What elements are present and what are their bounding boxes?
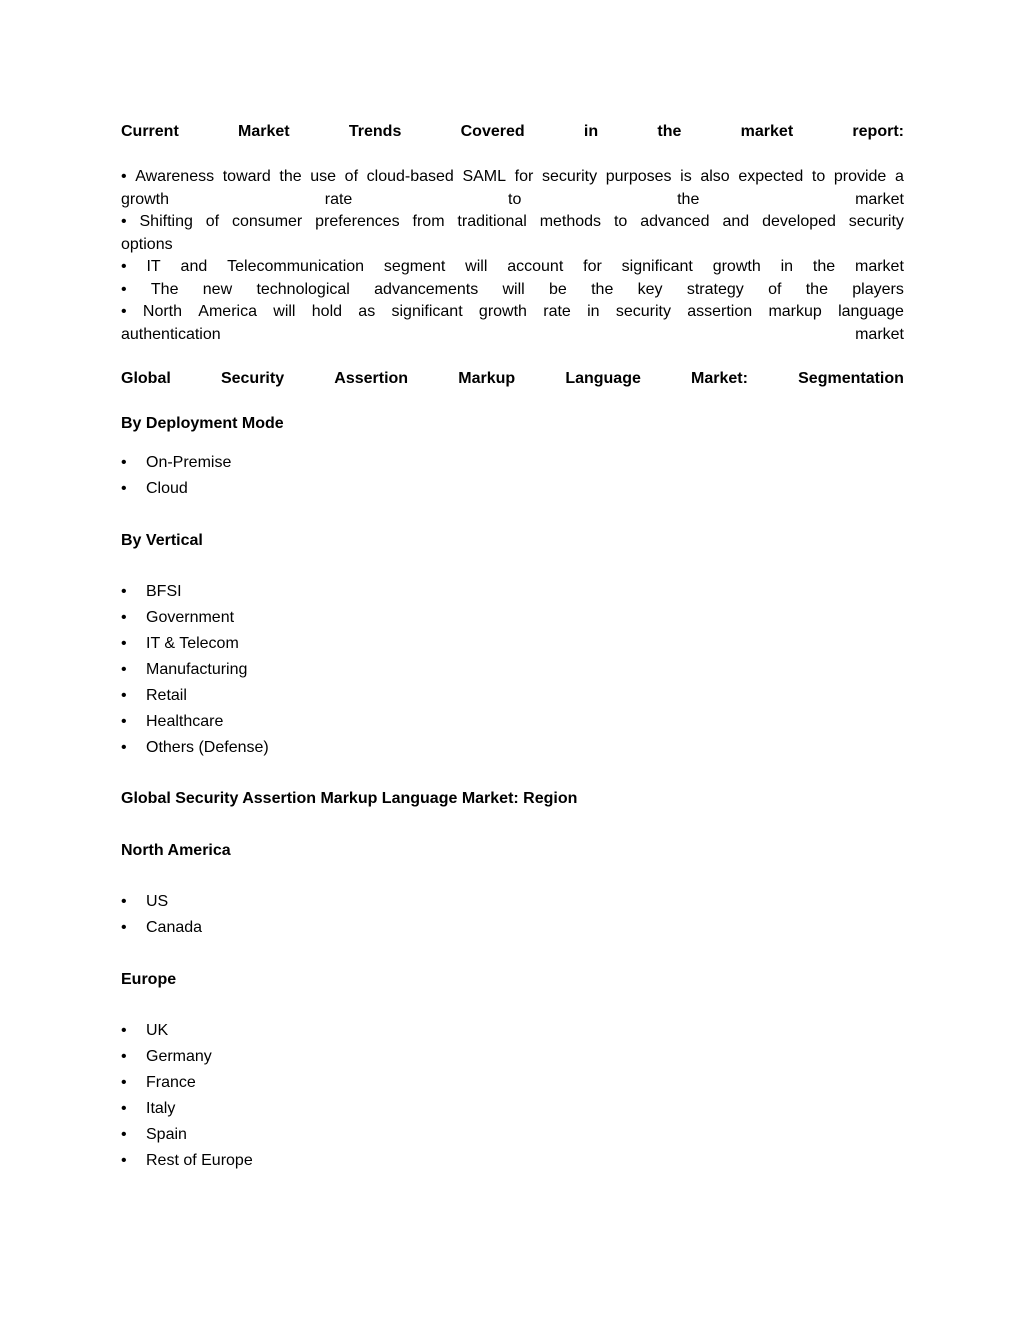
segmentation-heading-word: Language	[565, 370, 641, 387]
vertical-item	[121, 605, 269, 631]
trend-line	[121, 324, 904, 347]
trend-word: assertion	[687, 303, 753, 320]
bullet-icon: •	[121, 687, 127, 704]
deployment-item	[121, 476, 231, 502]
trend-word: SAML	[462, 168, 507, 185]
vertical-item	[121, 631, 269, 657]
trend-word: the	[677, 190, 700, 208]
vertical-item	[121, 657, 269, 683]
trend-word: for	[514, 168, 534, 185]
bullet-icon: •	[121, 454, 127, 471]
trend-word: methods	[539, 213, 602, 230]
trend-word: expected	[738, 168, 804, 185]
bullet-icon: •	[121, 893, 127, 910]
trend-word: options	[121, 235, 173, 253]
trend-word: strategy	[686, 280, 744, 298]
europe-item	[121, 1148, 253, 1174]
bullet-icon: •	[121, 713, 127, 730]
trend-word: and	[180, 258, 208, 275]
bullet-icon: •	[121, 1100, 127, 1117]
trends-heading-word: Current	[121, 123, 179, 140]
trend-word: the	[805, 280, 828, 298]
vertical-item-label: Government	[146, 609, 235, 626]
bullet-icon: •	[121, 609, 127, 626]
europe-heading: Europe	[121, 971, 177, 988]
europe-item	[121, 1044, 253, 1070]
trend-word: rate	[324, 190, 353, 208]
europe-item-label: Spain	[146, 1126, 187, 1143]
trend-word: security	[848, 213, 904, 230]
trend-word: traditional	[457, 213, 527, 230]
trend-word: is	[680, 168, 692, 185]
bullet-icon: •	[121, 1074, 127, 1091]
vertical-item-label: Retail	[146, 687, 187, 704]
trend-word: to	[508, 190, 522, 208]
trend-word: in	[587, 303, 600, 320]
trend-word: key	[637, 280, 663, 298]
trend-word: segment	[383, 258, 446, 275]
trend-word: market	[855, 190, 904, 208]
north-america-item-label: Canada	[146, 919, 203, 936]
vertical-item-label: IT & Telecom	[146, 635, 239, 652]
trend-word: provide	[833, 168, 887, 185]
trend-word: also	[700, 168, 730, 185]
deployment-item-label: Cloud	[146, 480, 188, 497]
europe-list	[121, 1018, 253, 1174]
trend-word: will	[465, 258, 488, 275]
trend-word: Awareness	[135, 168, 215, 185]
deployment-list	[121, 450, 231, 502]
trend-line	[121, 234, 904, 257]
vertical-item-label: Manufacturing	[146, 661, 248, 678]
bullet-icon: •	[121, 1022, 127, 1039]
trend-word: from	[412, 213, 445, 230]
trends-heading-word: market	[740, 123, 794, 140]
trends-heading-word: Covered	[460, 123, 525, 140]
trend-word: the	[812, 258, 836, 275]
europe-item-label: France	[146, 1074, 196, 1091]
bullet-icon: •	[121, 919, 127, 936]
vertical-item-label: Healthcare	[146, 713, 224, 730]
trend-word: of	[344, 168, 359, 185]
trend-word: rate	[543, 303, 571, 320]
trend-word: •	[121, 280, 127, 298]
europe-item-label: Rest of Europe	[146, 1152, 253, 1169]
segmentation-heading-word: Assertion	[334, 370, 409, 387]
trend-word: Shifting	[139, 213, 193, 230]
trend-word: significant	[391, 303, 463, 320]
trend-word: cloud-based	[366, 168, 454, 185]
trend-word: technological	[256, 280, 350, 298]
trend-word: security	[615, 303, 671, 320]
bullet-icon: •	[121, 635, 127, 652]
trend-word: of	[768, 280, 782, 298]
vertical-heading: By Vertical	[121, 532, 203, 549]
trend-word: to	[613, 213, 628, 230]
trend-word: consumer	[232, 213, 303, 230]
trend-word: of	[205, 213, 220, 230]
north-america-item	[121, 915, 202, 941]
trend-word: America	[198, 303, 257, 320]
trend-word: significant	[621, 258, 693, 275]
trend-word: in	[780, 258, 794, 275]
bullet-icon: •	[121, 1152, 127, 1169]
trend-word: be	[549, 280, 567, 298]
trend-word: security	[541, 168, 598, 185]
vertical-item	[121, 709, 269, 735]
trend-word: The	[150, 280, 179, 298]
deployment-item	[121, 450, 231, 476]
trend-word: players	[852, 280, 904, 298]
trend-word: •	[121, 258, 127, 275]
trend-line	[121, 166, 904, 189]
trend-word: growth	[121, 190, 170, 208]
trend-word: growth	[478, 303, 527, 320]
trend-word: toward	[222, 168, 271, 185]
trend-word: the	[279, 168, 302, 185]
north-america-list	[121, 889, 202, 941]
trend-line	[121, 301, 904, 324]
vertical-item	[121, 683, 269, 709]
trends-heading	[121, 121, 904, 144]
europe-item-label: Italy	[146, 1100, 176, 1117]
trend-word: •	[121, 213, 127, 230]
trend-word: markup	[768, 303, 822, 320]
trends-heading-word: the	[657, 123, 682, 140]
segmentation-heading	[121, 368, 904, 391]
trend-word: IT	[146, 258, 161, 275]
trend-word: will	[502, 280, 525, 298]
trend-word: new	[202, 280, 233, 298]
trend-line	[121, 256, 904, 279]
trend-word: growth	[712, 258, 761, 275]
trends-heading-word: report:	[852, 123, 904, 140]
trend-word: developed	[762, 213, 836, 230]
bullet-icon: •	[121, 583, 127, 600]
segmentation-heading-word: Market:	[691, 370, 748, 387]
trends-heading-word: Market	[238, 123, 290, 140]
region-heading: Global Security Assertion Markup Language Market: Region	[121, 790, 578, 807]
trend-word: market	[855, 325, 904, 343]
trends-heading-word: Trends	[348, 123, 402, 140]
trend-line	[121, 279, 904, 302]
trend-word: a	[894, 168, 904, 185]
vertical-item-label: Others (Defense)	[146, 739, 269, 756]
bullet-icon: •	[121, 480, 127, 497]
north-america-heading: North America	[121, 842, 231, 859]
trend-word: North	[142, 303, 183, 320]
bullet-icon: •	[121, 661, 127, 678]
bullet-icon: •	[121, 1048, 127, 1065]
trend-word: advancements	[374, 280, 479, 298]
trend-word: will	[273, 303, 296, 320]
vertical-item	[121, 579, 269, 605]
trend-word: preferences	[315, 213, 400, 230]
trend-word: •	[121, 168, 127, 185]
deployment-heading: By Deployment Mode	[121, 415, 284, 432]
vertical-item	[121, 735, 269, 761]
trend-word: and	[722, 213, 750, 230]
trend-word: the	[591, 280, 614, 298]
trend-word: to	[811, 168, 826, 185]
vertical-list	[121, 579, 269, 761]
vertical-item-label: BFSI	[146, 583, 182, 600]
trend-word: authentication	[121, 325, 221, 343]
trend-word: advanced	[640, 213, 710, 230]
trend-line	[121, 189, 904, 212]
bullet-icon: •	[121, 739, 127, 756]
europe-item-label: Germany	[146, 1048, 212, 1065]
trend-word: market	[855, 258, 904, 275]
deployment-item-label: On-Premise	[146, 454, 232, 471]
bullet-icon: •	[121, 1126, 127, 1143]
trend-word: as	[358, 303, 376, 320]
europe-item	[121, 1122, 253, 1148]
europe-item	[121, 1018, 253, 1044]
segmentation-heading-word: Segmentation	[798, 370, 904, 387]
trend-word: •	[121, 303, 127, 320]
segmentation-heading-word: Markup	[458, 370, 516, 387]
trend-word: purposes	[605, 168, 672, 185]
europe-item	[121, 1096, 253, 1122]
north-america-item-label: US	[146, 893, 169, 910]
north-america-item	[121, 889, 202, 915]
europe-item-label: UK	[146, 1022, 169, 1039]
trend-word: language	[838, 303, 904, 320]
trend-word: hold	[311, 303, 343, 320]
europe-item	[121, 1070, 253, 1096]
trend-word: for	[583, 258, 602, 275]
trend-line	[121, 211, 904, 234]
trend-word: account	[507, 258, 564, 275]
segmentation-heading-word: Global	[121, 370, 171, 387]
trends-heading-word: in	[583, 123, 599, 140]
trend-word: use	[310, 168, 337, 185]
trend-word: Telecommunication	[227, 258, 365, 275]
segmentation-heading-word: Security	[220, 370, 285, 387]
